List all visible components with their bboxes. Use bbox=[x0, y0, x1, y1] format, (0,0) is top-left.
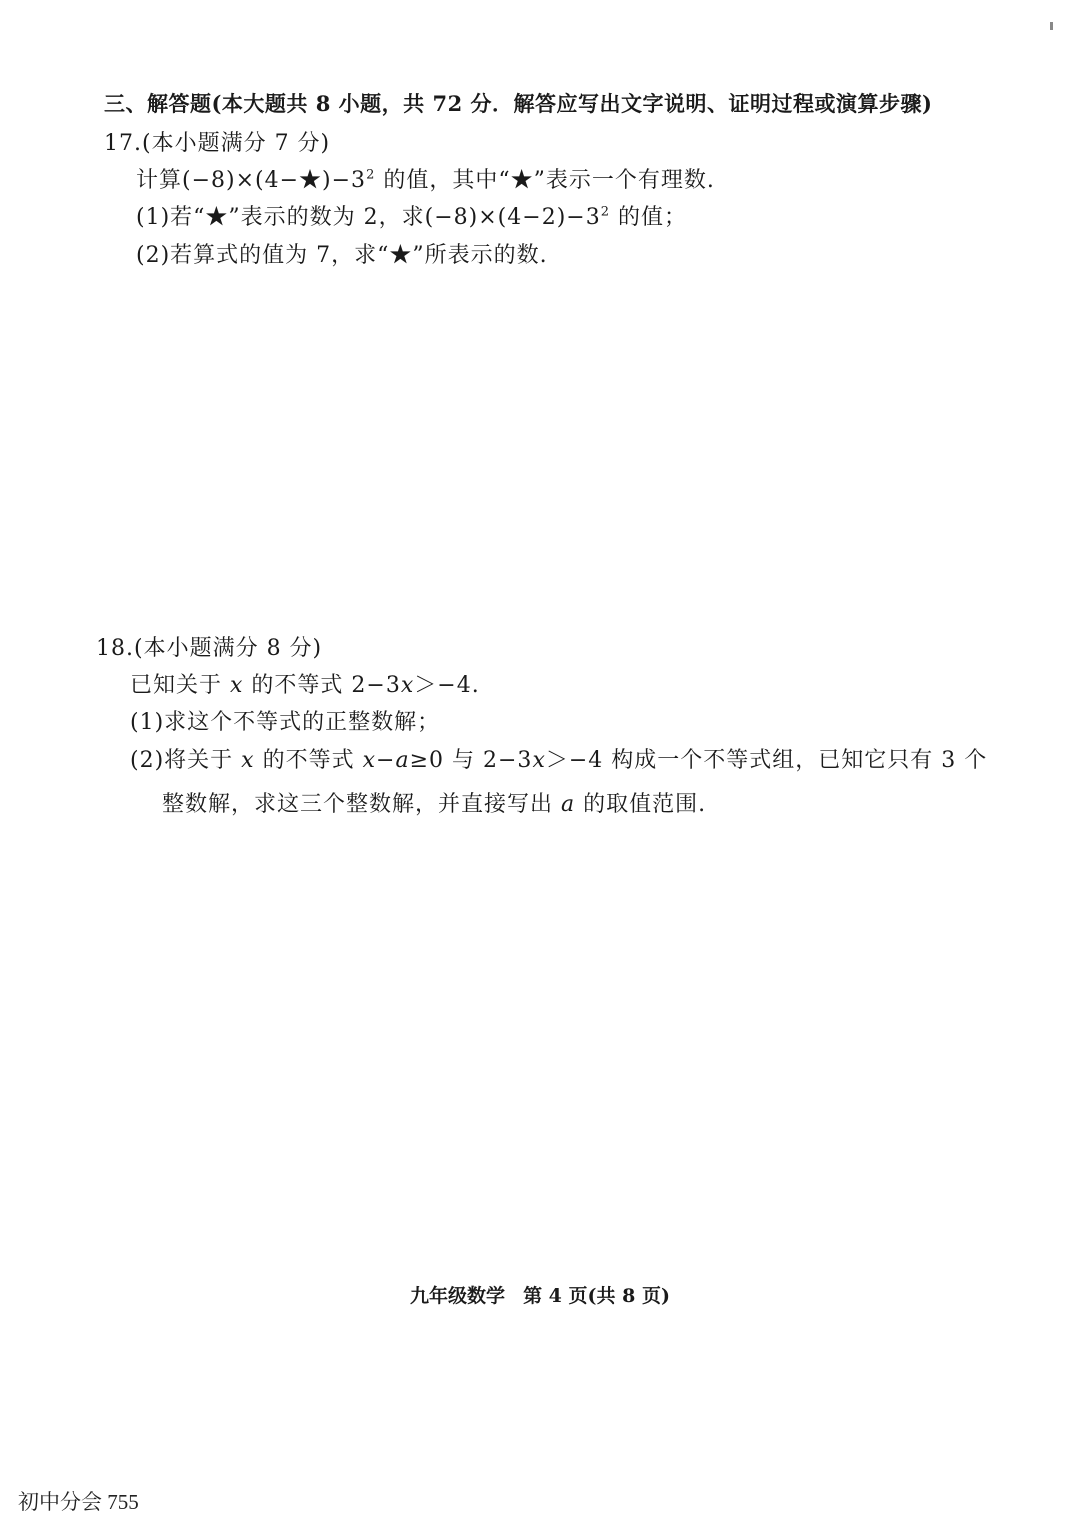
q17-stem bbox=[136, 167, 715, 195]
q17-part1 bbox=[136, 204, 687, 232]
q18-part2-line2 bbox=[162, 791, 706, 819]
q18-part2-line2-var-a: a bbox=[561, 792, 576, 817]
q17-header: 17.(本小题满分 7 分) bbox=[104, 131, 331, 156]
q18-stem-text-c: ＞−4. bbox=[414, 673, 480, 698]
q17-part2: (2)若算式的值为 7，求“★”所表示的数. bbox=[136, 243, 548, 268]
q18-part2-var-x3: x bbox=[532, 748, 546, 773]
scan-mark bbox=[1050, 22, 1053, 30]
q17-stem-exponent: 2 bbox=[366, 167, 376, 183]
page-footer bbox=[0, 1283, 1080, 1309]
q18-stem-text-b: 的不等式 2−3 bbox=[243, 673, 401, 698]
q18-stem-var-x: x bbox=[230, 673, 244, 698]
q18-part2-line1 bbox=[130, 747, 987, 775]
q18-stem bbox=[130, 672, 480, 700]
q18-part2-var-x2: x bbox=[362, 748, 377, 773]
footer-subject: 九年级数学 bbox=[410, 1285, 506, 1307]
footer-page-number: 第 4 页(共 8 页) bbox=[523, 1285, 670, 1307]
q18-stem-var-x2: x bbox=[400, 673, 415, 698]
q18-part2-text-a: (2)将关于 bbox=[130, 748, 242, 773]
q17-part1-text-a: (1)若“★”表示的数为 2，求(−8)×(4−2)−3 bbox=[136, 205, 601, 230]
q18-part2-var-x: x bbox=[241, 748, 255, 773]
q18-part2-text-b: 的不等式 bbox=[254, 748, 363, 773]
q18-part2-text-c: − bbox=[376, 748, 396, 773]
q17-stem-text-b: 的值，其中“★”表示一个有理数. bbox=[375, 168, 715, 193]
q18-part2-var-a: a bbox=[395, 748, 410, 773]
q17-part1-exponent: 2 bbox=[600, 204, 610, 220]
q18-part1: (1)求这个不等式的正整数解； bbox=[130, 710, 441, 735]
q18-header: 18.(本小题满分 8 分) bbox=[96, 636, 323, 661]
q18-part2-text-e: ＞−4 构成一个不等式组，已知它只有 3 个 bbox=[545, 748, 988, 773]
watermark-text: 初中分会 755 bbox=[18, 1490, 139, 1514]
q17-stem-text-a: 计算(−8)×(4−★)−3 bbox=[136, 168, 367, 193]
q17-part1-text-b: 的值； bbox=[609, 205, 687, 230]
q18-part2-text-d: ≥0 与 2−3 bbox=[409, 748, 533, 773]
section-heading: 三、解答题(本大题共 8 小题，共 72 分．解答应写出文字说明、证明过程或演算步骤) bbox=[104, 91, 933, 116]
q18-stem-text-a: 已知关于 bbox=[130, 673, 230, 698]
q18-part2-line2-text-a: 整数解，求这三个整数解，并直接写出 bbox=[162, 792, 561, 817]
q18-part2-line2-text-b: 的取值范围. bbox=[575, 792, 707, 817]
